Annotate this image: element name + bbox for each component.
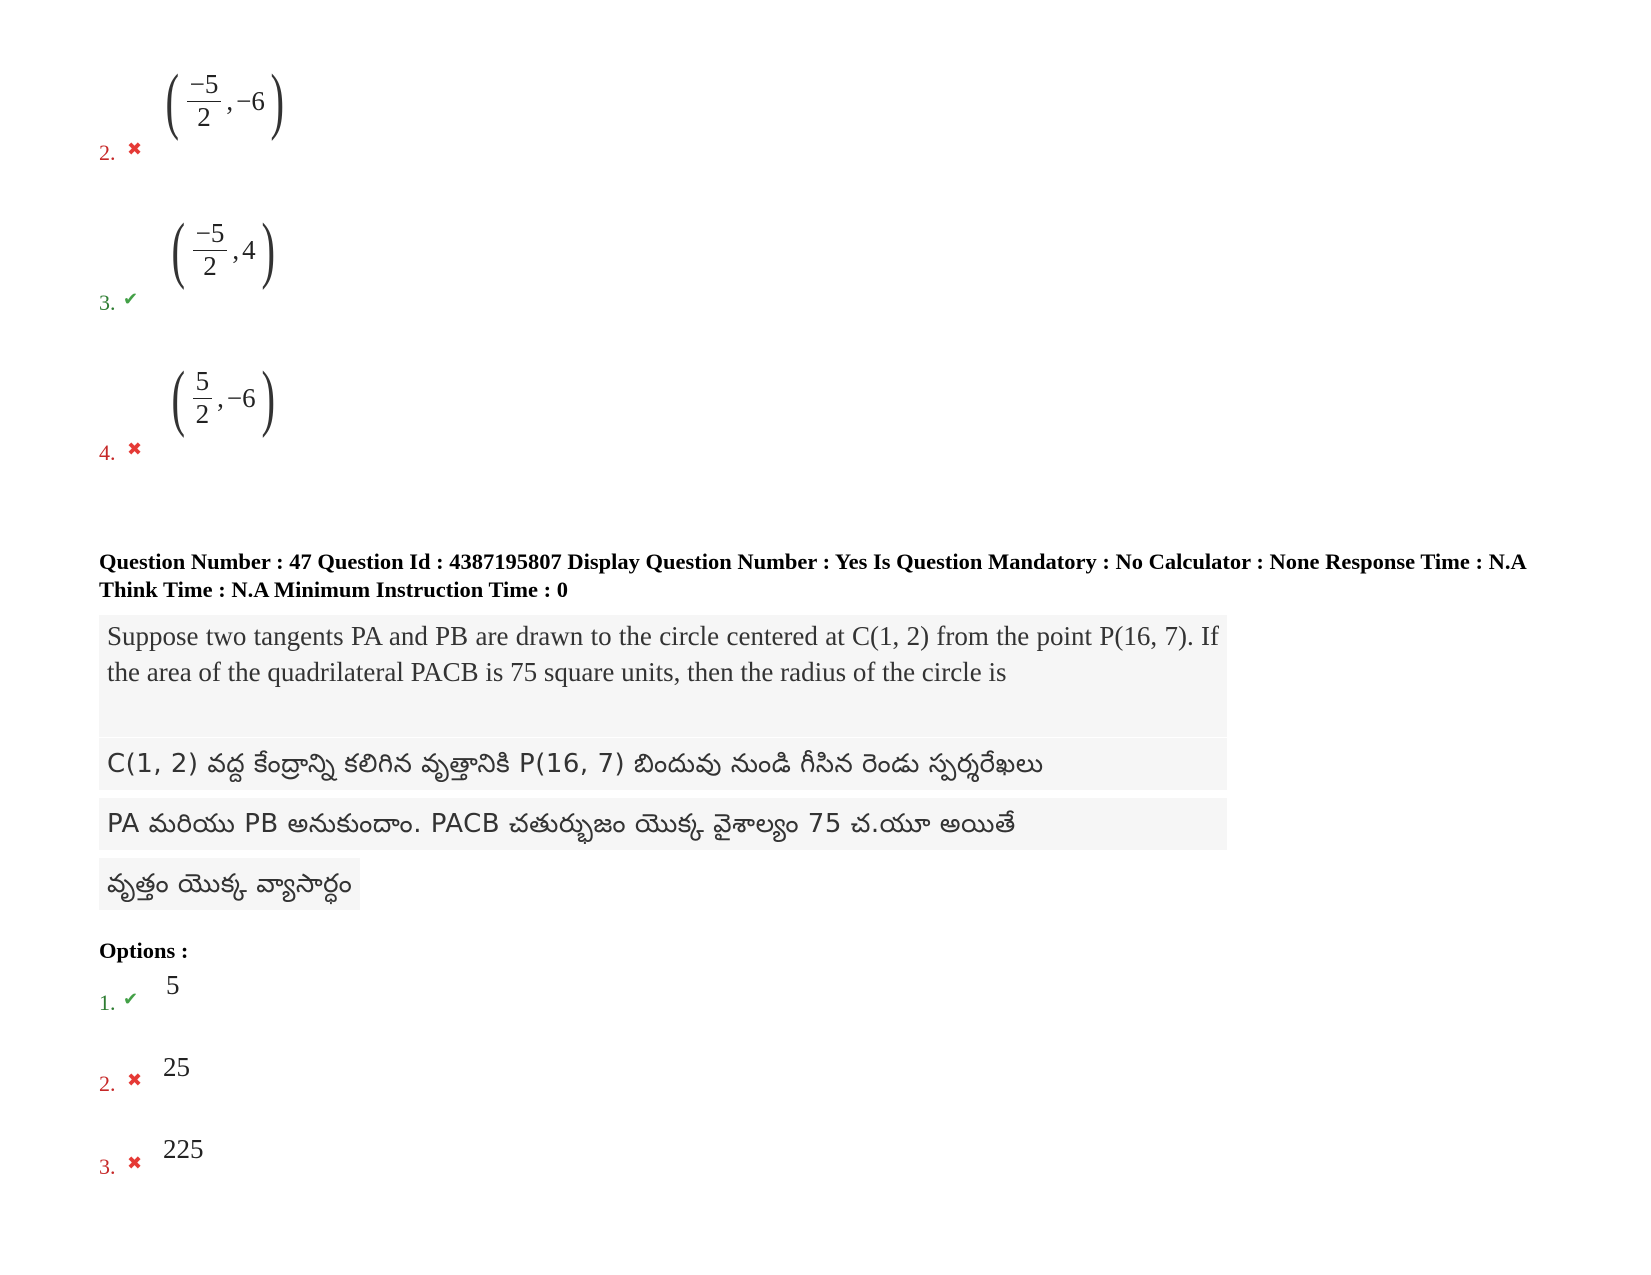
- option-expression: [166, 209, 280, 291]
- option-number: 2.: [99, 140, 116, 165]
- question-text-telugu-line-1: C(1, 2) వద్ద కేంద్రాన్ని కలిగిన వృత్తానికి P(16, 7) బిందువు నుండి గీసిన రెండు స్పర్శరేఖలు: [99, 738, 1227, 790]
- right-paren: ): [261, 357, 275, 439]
- comma: ,: [217, 382, 224, 413]
- fraction-numerator: −5: [193, 218, 228, 250]
- second-coordinate: −6: [226, 382, 256, 413]
- cross-icon: ✖: [127, 439, 143, 459]
- fraction: [193, 218, 228, 281]
- second-coordinate: −6: [236, 85, 265, 116]
- question-meta: Question Number : 47 Question Id : 4387195807 Display Question Number : Yes Is Question Mandatory : No Calculator : None Response Time : N.A Think Time : N.A Minimum Instruction Time : 0: [99, 549, 1526, 602]
- option-expression: [160, 60, 290, 142]
- option-value: 225: [163, 1134, 204, 1164]
- check-icon: ✔: [123, 989, 139, 1009]
- fraction: [187, 69, 222, 132]
- option-value: 25: [163, 1052, 190, 1082]
- option-number: 3.: [99, 290, 116, 315]
- fraction-denominator: 2: [195, 398, 210, 429]
- right-paren: ): [261, 209, 275, 291]
- option-number: 4.: [99, 440, 116, 465]
- question-text-telugu-line-3: వృత్తం యొక్క వ్యాసార్ధం: [99, 858, 360, 910]
- left-paren: (: [165, 60, 180, 142]
- option-expression: [166, 357, 280, 439]
- cross-icon: ✖: [127, 1153, 143, 1173]
- check-icon: ✔: [123, 289, 139, 309]
- second-coordinate: 4: [242, 234, 256, 265]
- question-text-english: Suppose two tangents PA and PB are drawn to the circle centered at C(1, 2) from the point P(16, 7). If the area of the quadrilateral PACB is 75 square units, then the radius of the circle is: [99, 615, 1227, 737]
- fraction-denominator: 2: [203, 250, 217, 281]
- fraction-numerator: −5: [187, 69, 222, 101]
- cross-icon: ✖: [127, 139, 143, 159]
- option-number: 1.: [99, 990, 116, 1015]
- cross-icon: ✖: [127, 1070, 143, 1090]
- option-value: 5: [166, 970, 180, 1000]
- fraction-numerator: 5: [193, 366, 213, 398]
- fraction: [193, 366, 213, 429]
- fraction-denominator: 2: [197, 101, 211, 132]
- option-number: 3.: [99, 1154, 116, 1179]
- option-number: 2.: [99, 1071, 116, 1096]
- comma: ,: [226, 85, 234, 116]
- right-paren: ): [270, 60, 284, 142]
- options-label: Options :: [99, 938, 189, 963]
- question-text-telugu-line-2: PA మరియు PB అనుకుందాం. PACB చతుర్భుజం యొక్క వైశాల్యం 75 చ.యూ అయితే: [99, 798, 1227, 850]
- left-paren: (: [171, 357, 186, 439]
- comma: ,: [232, 234, 240, 265]
- left-paren: (: [171, 209, 186, 291]
